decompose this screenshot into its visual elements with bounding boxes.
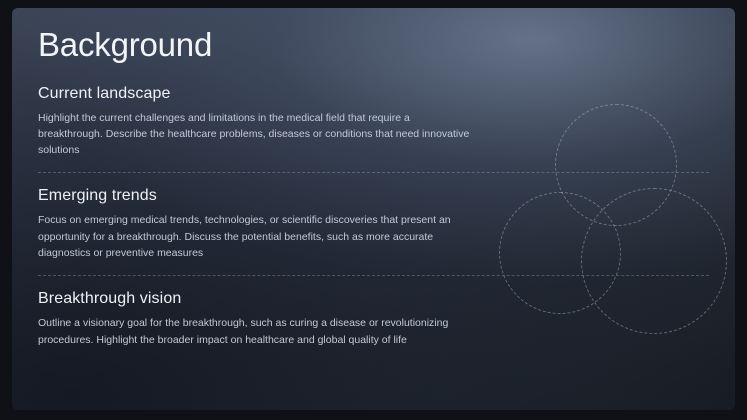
section-current-landscape [38,85,709,174]
page-title: Background [38,26,213,63]
section-body: Highlight the current challenges and limitations in the medical field that require a breakthrough. Describe the healthcare problems, diseases or conditions that need innovative solutions [38,111,470,157]
section-emerging-trends [38,187,709,276]
slide-content [12,8,735,410]
section-heading: Emerging trends [38,187,157,205]
section-body: Focus on emerging medical trends, technologies, or scientific discoveries that present an opportunity for a breakthrough. Discuss the potential benefits, such as more accurate diagnostics or preventive measures [38,214,451,259]
section-body: Outline a visionary goal for the breakthrough, such as curing a disease or revolutionizing procedures. Highlight the broader impact on healthcare and global quality of life [38,317,449,346]
section-heading: Current landscape [38,84,171,102]
slide-canvas [12,8,735,410]
section-breakthrough-vision [38,290,709,361]
section-heading: Breakthrough vision [38,290,182,308]
